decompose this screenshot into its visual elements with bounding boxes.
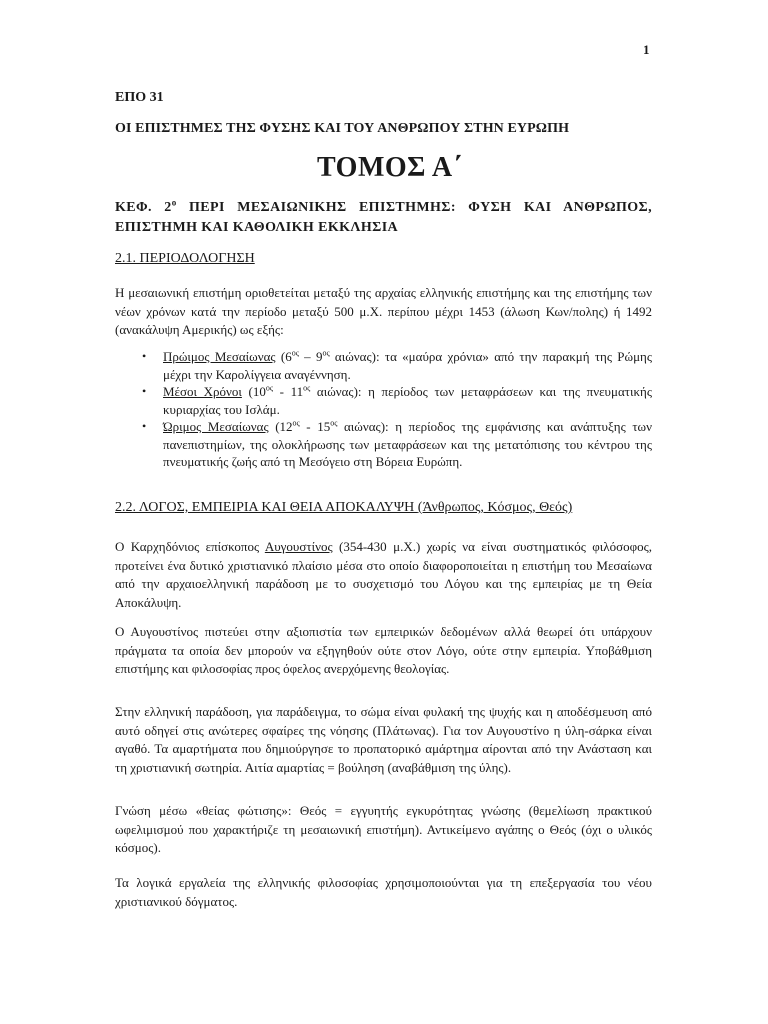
period-term: Μέσοι Χρόνοι xyxy=(163,384,242,399)
section-heading-text: 2.2. ΛΟΓΟΣ, ΕΜΠΕΙΡΙΑ ΚΑΙ ΘΕΙΑ ΑΠΟΚΑΛΥΨΗ xyxy=(115,500,418,515)
list-item xyxy=(142,383,652,418)
period-text: - 15 xyxy=(299,419,331,434)
period-text: – 9 xyxy=(298,349,323,364)
bullet-icon: • xyxy=(142,419,147,433)
augustine-name: Αυγουστίνος xyxy=(264,539,333,554)
course-code: ΕΠΟ 31 xyxy=(115,90,164,105)
period-text: αιώνας): τα «μαύρα χρόνια» από την παρακμή της Ρώμης μέχρι την Καρολίγγεια αναγέννηση. xyxy=(163,349,652,382)
section-heading-logos xyxy=(115,500,572,516)
period-term: Πρώιμος Μεσαίωνας xyxy=(163,349,276,364)
period-term: Ώριμος Μεσαίωνας xyxy=(163,419,269,434)
paragraph-text: (354-430 μ.Χ.) χωρίς να είναι συστηματικός φιλόσοφος, προτείνει ένα δυτικό χριστιανικό πλαίσιο μέσα στο οποίο διαφοροποιείται η επιστήμη του Μεσαίωνα από την αρχαιοελληνική παράδοση με το συσχετισμό του Λόγου και της εμπειρίας με τη Θεία Αποκάλυψη. xyxy=(115,539,652,610)
paragraph-periodization-intro: Η μεσαιωνική επιστήμη οριοθετείται μεταξύ της αρχαίας ελληνικής επιστήμης και της επιστήμης των νέων χρόνων κατά την περίοδο μεταξύ 500 μ.Χ. περίπου μέχρι 1453 (άλωση Κων/πολης) ή 1492 (ανακάλυψη Αμερικής) ως εξής: xyxy=(115,285,652,337)
period-text: (10 xyxy=(241,384,266,399)
period-text: - 11 xyxy=(273,384,304,399)
ordinal-sup: ος xyxy=(330,418,338,428)
ordinal-sup: ος xyxy=(265,383,274,393)
paragraph-text: Ο Καρχηδόνιος επίσκοπος xyxy=(115,539,265,554)
bullet-icon: • xyxy=(142,384,147,398)
chapter-prefix: ΚΕΦ. 2 xyxy=(115,200,172,215)
ordinal-sup: ος xyxy=(291,348,299,358)
paragraph-greek-tradition: Στην ελληνική παράδοση, για παράδειγμα, το σώμα είναι φυλακή της ψυχής και η αποδέσμευση από αυτό οδηγεί στις ανώτερες σφαίρες της νόησης (Πλάτωνας). Για τον Αυγουστίνο η ύλη-σάρκα είναι αγαθό. Τα αμαρτήματα που δημιούργησε το προπατορικό αμάρτημα αίρονται από την Ανάσταση και τη χριστιανική σωτηρία. Αιτία αμαρτίας = βούληση (αναβάθμιση της ύλης). xyxy=(115,704,652,775)
page-number: 1 xyxy=(643,42,650,57)
chapter-title: ΠΕΡΙ ΜΕΣΑΙΩΝΙΚΗΣ ΕΠΙΣΤΗΜΗΣ: ΦΥΣΗ ΚΑΙ ΑΝΘΡΩΠΟΣ, ΕΠΙΣΤΗΜΗ ΚΑΙ ΚΑΘΟΛΙΚΗ ΕΚΚΛΗΣΙΑ xyxy=(115,200,652,235)
period-text: (6 xyxy=(275,349,292,364)
section-heading-periodization: 2.1. ΠΕΡΙΟΔΟΛΟΓΗΣΗ xyxy=(115,251,255,266)
volume-title: ΤΟΜΟΣ Α΄ xyxy=(317,152,463,183)
periods-list xyxy=(142,348,652,471)
period-text: αιώνας): η περίοδος των μεταφράσεων και της πνευματικής κυριαρχίας του Ισλάμ. xyxy=(163,384,652,417)
section-heading-subtitle: (Άνθρωπος, Κόσμος, Θεός) xyxy=(417,500,573,515)
chapter-heading xyxy=(115,198,652,238)
bullet-icon: • xyxy=(142,349,147,363)
paragraph-augustine-intro xyxy=(115,538,652,612)
chapter-prefix-superscript: ο xyxy=(171,197,177,208)
course-title: ΟΙ ΕΠΙΣΤΗΜΕΣ ΤΗΣ ΦΥΣΗΣ ΚΑΙ ΤΟΥ ΑΝΘΡΩΠΟΥ ΣΤΗΝ ΕΥΡΩΠΗ xyxy=(115,121,570,136)
ordinal-sup: ος xyxy=(322,348,330,358)
list-item xyxy=(142,348,652,383)
paragraph-divine-illumination: Γνώση μέσω «θείας φώτισης»: Θεός = εγγυητής εγκυρότητας γνώσης (θεμελίωση πρακτικού ωφελιμισμού που χαρακτήριζε τη μεσαιωνική επιστήμη). Αντικείμενο αγάπης ο Θεός (όχι ο υλικός κόσμος). xyxy=(115,803,652,855)
ordinal-sup: ος xyxy=(303,383,311,393)
paragraph-logical-tools: Τα λογικά εργαλεία της ελληνικής φιλοσοφίας χρησιμοποιούνται για τη επεξεργασία του νέου χριστιανικού δόγματος. xyxy=(115,875,652,909)
period-text: αιώνας): η περίοδος της εμφάνισης και ανάπτυξης των πανεπιστημίων, της ολοκλήρωσης των μεταφράσεων και της μετατόπισης του κέντρου της πνευματικής ζωής από τη Μεσόγειο στη Βόρεια Ευρώπη. xyxy=(163,419,652,469)
period-text: (12 xyxy=(268,419,293,434)
list-item xyxy=(142,418,652,471)
paragraph-augustine-beliefs: Ο Αυγουστίνος πιστεύει στην αξιοπιστία των εμπειρικών δεδομένων αλλά θεωρεί ότι υπάρχουν πράγματα τα οποία δεν μπορούν να εξηγηθούν ούτε στον Λόγο, ούτε στην εμπειρία. Υποβάθμιση επιστήμης και φιλοσοφίας προς όφελος ανερχόμενης θεολογίας. xyxy=(115,624,652,676)
ordinal-sup: ος xyxy=(292,418,300,428)
